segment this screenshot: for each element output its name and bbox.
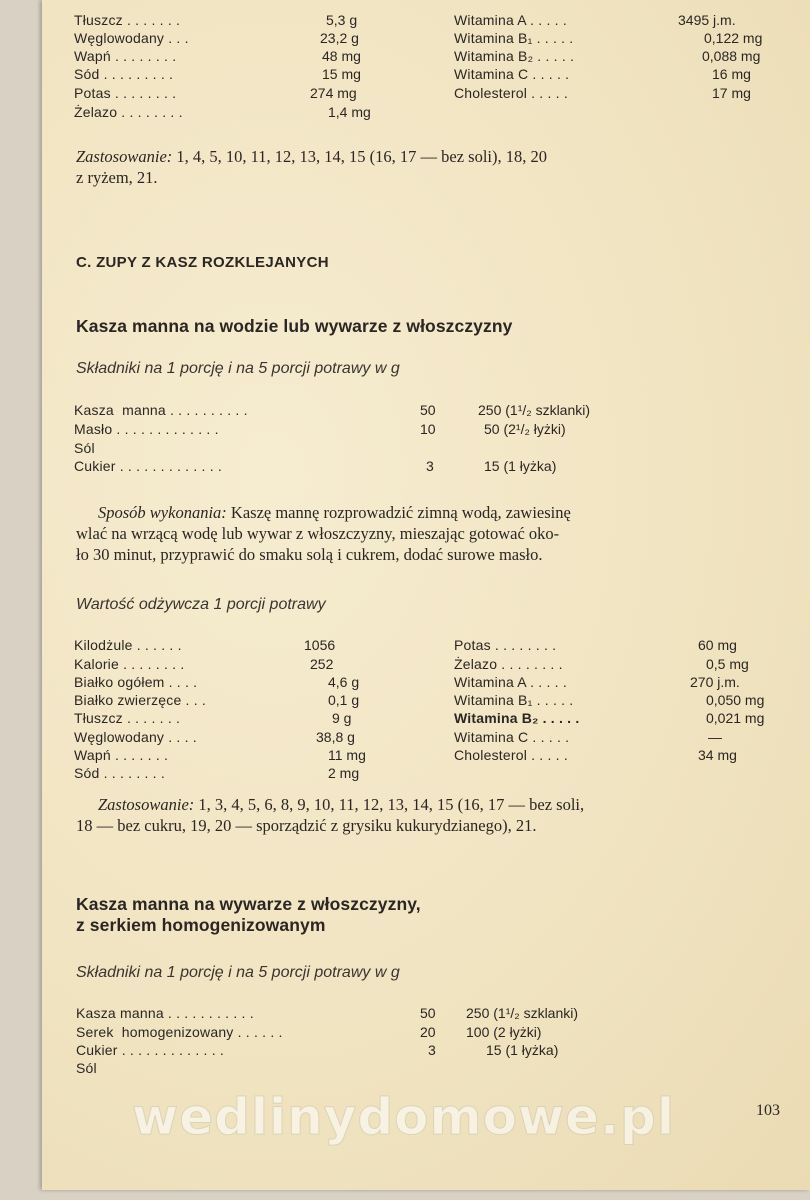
nutrition-label: Witamina B₂ . . . . .	[454, 48, 575, 64]
usage-label: Zastosowanie:	[76, 147, 173, 166]
nutrition-value: 23,2 g	[320, 30, 359, 46]
nutrition-value: 34 mg	[698, 747, 737, 763]
nutrition-value: 11 mg	[328, 747, 366, 763]
ingredient-five-portions: 100 (2 łyżki)	[466, 1024, 542, 1040]
nutrition-value: 48 mg	[322, 48, 361, 64]
nutrition-label: Sód . . . . . . . .	[74, 765, 165, 781]
nutrition-label: Witamina C . . . . .	[454, 66, 570, 82]
nutrition-value: 60 mg	[698, 637, 737, 653]
ingredient-five-portions: 15 (1 łyżka)	[484, 458, 557, 474]
nutrition-label: Wapń . . . . . . . .	[74, 48, 177, 64]
ingredient-name: Sól	[74, 440, 95, 456]
ingredient-one-portion: 20	[420, 1024, 436, 1040]
nutrition-value: 3495 j.m.	[678, 12, 736, 28]
nutrition-value: 15 mg	[322, 66, 361, 82]
nutrition-value: 270 j.m.	[690, 674, 740, 690]
nutrition-value: 5,3 g	[326, 12, 358, 28]
nutrition-label: Kilodżule . . . . . .	[74, 637, 182, 653]
method-paragraph	[76, 502, 801, 565]
ingredient-one-portion: 10	[420, 421, 436, 437]
nutrition-heading: Wartość odżywcza 1 porcji potrawy	[76, 596, 326, 613]
nutrition-label: Tłuszcz . . . . . . .	[74, 12, 181, 28]
nutrition-label: Żelazo . . . . . . . .	[74, 104, 183, 120]
nutrition-value: 16 mg	[712, 66, 751, 82]
nutrition-value: 0,5 mg	[706, 656, 749, 672]
ingredient-name: Sól	[76, 1060, 97, 1076]
usage-text: 1, 4, 5, 10, 11, 12, 13, 14, 15 (16, 17 — bez soli), 18, 20	[172, 147, 548, 166]
nutrition-value: 274 mg	[310, 85, 357, 101]
top-usage	[76, 146, 796, 188]
nutrition-label: Witamina B₁ . . . . .	[454, 692, 574, 708]
nutrition-value: 2 mg	[328, 765, 360, 781]
recipe1-usage	[76, 794, 806, 836]
ingredients-heading: Składniki na 1 porcję i na 5 porcji potrawy w g	[76, 360, 400, 377]
ingredient-five-portions: 50 (2¹/₂ łyżki)	[484, 421, 566, 437]
ingredient-five-portions: 250 (1¹/₂ szklanki)	[466, 1005, 579, 1021]
ingredient-one-portion: 50	[420, 402, 436, 418]
nutrition-value: 9 g	[332, 710, 352, 726]
ingredient-one-portion: 50	[420, 1005, 436, 1021]
nutrition-value: 0,088 mg	[702, 48, 761, 64]
nutrition-label: Białko ogółem . . . .	[74, 674, 198, 690]
nutrition-value: 1056	[304, 637, 336, 653]
nutrition-label: Witamina B₂ . . . . .	[454, 710, 580, 726]
method-text: wlać na wrzącą wodę lub wywar z włoszczyzny, mieszając gotować oko-	[76, 524, 560, 543]
nutrition-label: Witamina A . . . . .	[454, 12, 567, 28]
nutrition-label: Wapń . . . . . . .	[74, 747, 169, 763]
nutrition-label: Witamina B₁ . . . . .	[454, 30, 574, 46]
nutrition-label: Cholesterol . . . . .	[454, 85, 568, 101]
nutrition-value: 0,021 mg	[706, 710, 765, 726]
nutrition-value: 0,1 g	[328, 692, 360, 708]
ingredient-name: Kasza manna . . . . . . . . . .	[74, 402, 248, 418]
ingredient-one-portion: 3	[426, 458, 434, 474]
nutrition-value: 0,050 mg	[706, 692, 765, 708]
nutrition-label: Węglowodany . . .	[74, 30, 189, 46]
method-text: Kaszę mannę rozprowadzić zimną wodą, zawiesinę	[226, 503, 571, 522]
nutrition-label: Sód . . . . . . . . .	[74, 66, 174, 82]
usage-text: 18 — bez cukru, 19, 20 — sporządzić z grysiku kukurydzianego), 21.	[76, 816, 537, 835]
nutrition-label: Witamina A . . . . .	[454, 674, 567, 690]
nutrition-label: Cholesterol . . . . .	[454, 747, 568, 763]
usage-label: Zastosowanie:	[98, 795, 195, 814]
ingredient-five-portions: 250 (1¹/₂ szklanki)	[478, 402, 591, 418]
nutrition-label: Żelazo . . . . . . . .	[454, 656, 563, 672]
usage-text: z ryżem, 21.	[76, 168, 158, 187]
nutrition-label: Białko zwierzęce . . .	[74, 692, 206, 708]
ingredient-name: Cukier . . . . . . . . . . . . .	[74, 458, 222, 474]
nutrition-value: 252	[310, 656, 334, 672]
nutrition-label: Witamina C . . . . .	[454, 729, 570, 745]
recipe-title: Kasza manna na wodzie lub wywarze z włoszczyzny	[76, 316, 513, 336]
nutrition-value: 1,4 mg	[328, 104, 371, 120]
method-label: Sposób wykonania:	[98, 503, 227, 522]
nutrition-label: Węglowodany . . . .	[74, 729, 197, 745]
nutrition-value: 17 mg	[712, 85, 751, 101]
nutrition-label: Potas . . . . . . . .	[454, 637, 557, 653]
nutrition-value: 38,8 g	[316, 729, 355, 745]
method-text: ło 30 minut, przyprawić do smaku solą i cukrem, dodać surowe masło.	[76, 545, 543, 564]
ingredient-one-portion: 3	[428, 1042, 436, 1058]
book-page	[42, 0, 810, 1190]
nutrition-value: 0,122 mg	[704, 30, 763, 46]
nutrition-value: 4,6 g	[328, 674, 360, 690]
ingredient-name: Kasza manna . . . . . . . . . . .	[76, 1005, 254, 1021]
page-number: 103	[756, 1102, 780, 1119]
ingredients-heading: Składniki na 1 porcję i na 5 porcji potrawy w g	[76, 964, 400, 981]
recipe-title: z serkiem homogenizowanym	[76, 915, 326, 935]
nutrition-label: Kalorie . . . . . . . .	[74, 656, 185, 672]
recipe-title: Kasza manna na wywarze z włoszczyzny,	[76, 894, 421, 914]
usage-text: 1, 3, 4, 5, 6, 8, 9, 10, 11, 12, 13, 14, 15 (16, 17 — bez soli,	[194, 795, 585, 814]
section-heading: C. ZUPY Z KASZ ROZKLEJANYCH	[76, 254, 329, 271]
watermark-text: wedlinydomowe.pl	[132, 1088, 675, 1146]
nutrition-value: —	[708, 729, 722, 745]
nutrition-label: Tłuszcz . . . . . . .	[74, 710, 181, 726]
ingredient-name: Masło . . . . . . . . . . . . .	[74, 421, 219, 437]
ingredient-name: Cukier . . . . . . . . . . . . .	[76, 1042, 224, 1058]
ingredient-name: Serek homogenizowany . . . . . .	[76, 1024, 283, 1040]
nutrition-label: Potas . . . . . . . .	[74, 85, 177, 101]
ingredient-five-portions: 15 (1 łyżka)	[486, 1042, 559, 1058]
